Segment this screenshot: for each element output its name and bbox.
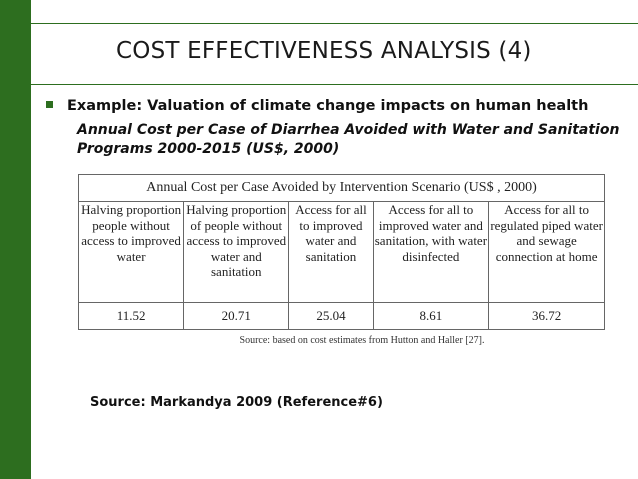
top-rule (31, 23, 638, 24)
square-bullet-icon (46, 101, 53, 108)
column-header: Access for all to improved water and sanitation, with water disinfected (373, 202, 489, 303)
column-header: Access for all to regulated piped water and sewage connection at home (489, 202, 605, 303)
column-header: Halving proportion of people without access to improved water and sanitation (184, 202, 289, 303)
table-cell: 20.71 (184, 303, 289, 330)
table-cell: 8.61 (373, 303, 489, 330)
cost-table-figure (78, 174, 606, 346)
left-accent-bar (0, 0, 31, 479)
table-caption: Annual Cost per Case Avoided by Intervention Scenario (US$ , 2000) (79, 175, 605, 202)
title-underline (31, 84, 638, 85)
column-header: Access for all to improved water and sanitation (289, 202, 373, 303)
bullet-text: Example: Valuation of climate change impacts on human health (67, 98, 589, 114)
table-cell: 25.04 (289, 303, 373, 330)
table-cell: 36.72 (489, 303, 605, 330)
bullet-item (46, 98, 588, 114)
slide-source: Source: Markandya 2009 (Reference#6) (90, 395, 383, 410)
table-row (79, 303, 605, 330)
cost-table (78, 174, 605, 330)
table-cell: 11.52 (79, 303, 184, 330)
slide-title: COST EFFECTIVENESS ANALYSIS (4) (116, 38, 532, 64)
table-source-note: Source: based on cost estimates from Hutton and Haller [27]. (239, 335, 485, 346)
table-header-row (79, 202, 605, 303)
column-header: Halving proportion people without access to improved water (79, 202, 184, 303)
table-subtitle: Annual Cost per Case of Diarrhea Avoided with Water and Sanitation Programs 2000-2015 (US$, 2000) (77, 122, 620, 157)
